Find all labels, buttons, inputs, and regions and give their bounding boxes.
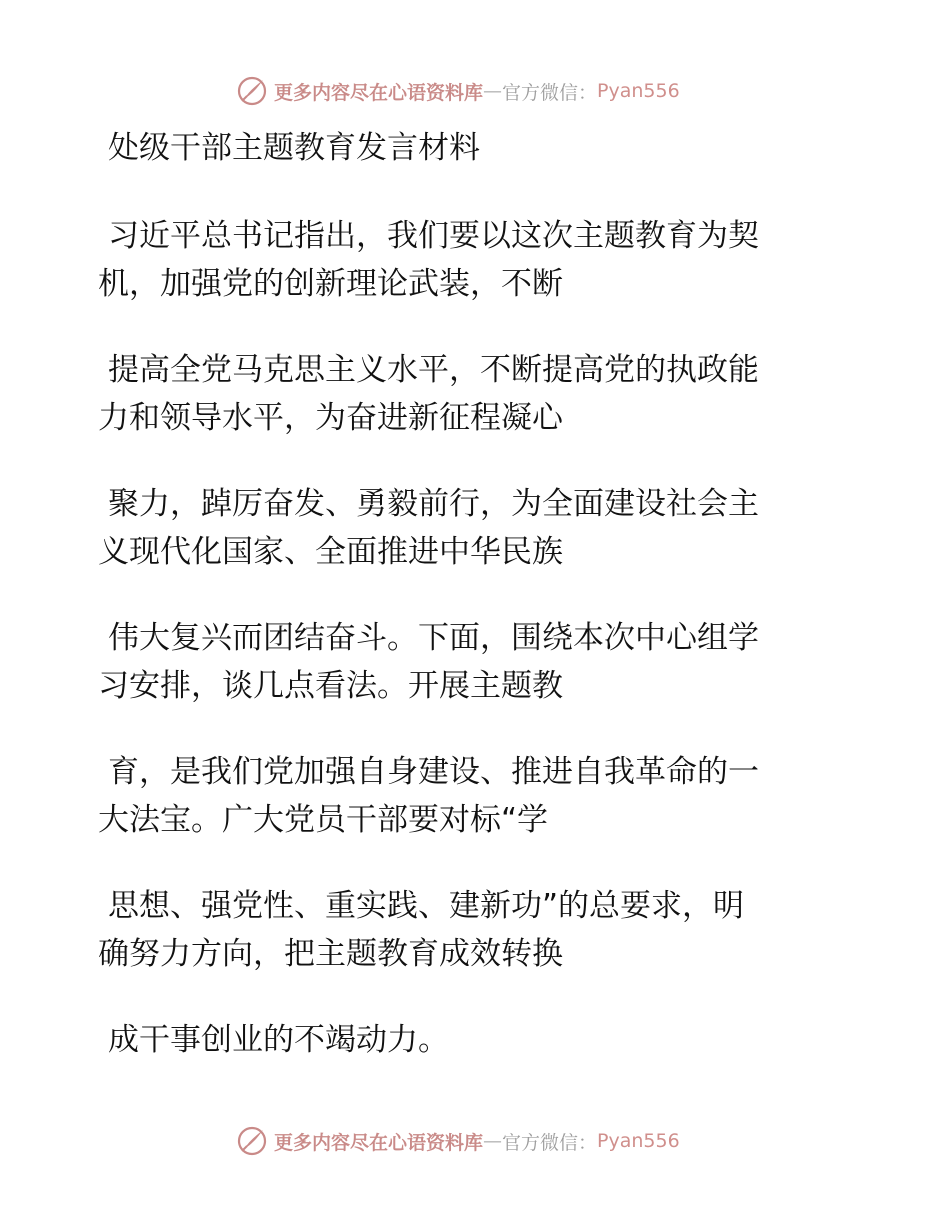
watermark-text: 更多内容尽在心语资料库 <box>274 1131 484 1154</box>
paragraph-line: 力和领导水平，为奋进新征程凝心 <box>98 400 563 436</box>
paragraph-line: 确努力方向，把主题教育成效转换 <box>98 936 563 972</box>
watermark-separator: — <box>483 80 503 102</box>
document-title: 处级干部主题教育发言材料 <box>108 130 480 166</box>
paragraph <box>98 212 838 308</box>
quill-circle-icon <box>236 75 268 107</box>
quill-circle-icon <box>236 1125 268 1157</box>
paragraph-line: 育，是我们党加强自身建设、推进自我革命的一 <box>108 754 759 790</box>
document-body <box>98 124 838 1064</box>
paragraph <box>98 346 838 442</box>
watermark-label: 官方微信： <box>502 1131 598 1154</box>
paragraph-line: 习安排，谈几点看法。开展主题教 <box>98 668 563 704</box>
header-watermark <box>236 74 680 108</box>
paragraph-line: 大法宝。广大党员干部要对标“学 <box>98 802 549 838</box>
watermark-label: 官方微信： <box>502 81 598 104</box>
paragraph <box>98 1016 838 1064</box>
paragraph-line: 提高全党马克思主义水平，不断提高党的执政能 <box>108 352 759 388</box>
paragraph-line: 伟大复兴而团结奋斗。下面，围绕本次中心组学 <box>108 620 759 656</box>
footer-watermark <box>236 1124 680 1158</box>
watermark-id: Pyan556 <box>597 80 680 102</box>
paragraph-line: 义现代化国家、全面推进中华民族 <box>98 534 563 570</box>
paragraph <box>98 748 838 844</box>
paragraph-line: 习近平总书记指出，我们要以这次主题教育为契 <box>108 218 759 254</box>
watermark-text: 更多内容尽在心语资料库 <box>274 81 484 104</box>
paragraph-line: 机，加强党的创新理论武装，不断 <box>98 266 563 302</box>
paragraph-line: 成干事创业的不竭动力。 <box>108 1022 449 1058</box>
watermark-separator: — <box>483 1130 503 1152</box>
paragraph <box>98 480 838 576</box>
paragraph-line: 聚力，踔厉奋发、勇毅前行，为全面建设社会主 <box>108 486 759 522</box>
watermark-id: Pyan556 <box>597 1130 680 1152</box>
paragraph <box>98 882 838 978</box>
paragraph-line: 思想、强党性、重实践、建新功”的总要求，明 <box>108 888 745 924</box>
paragraph <box>98 614 838 710</box>
